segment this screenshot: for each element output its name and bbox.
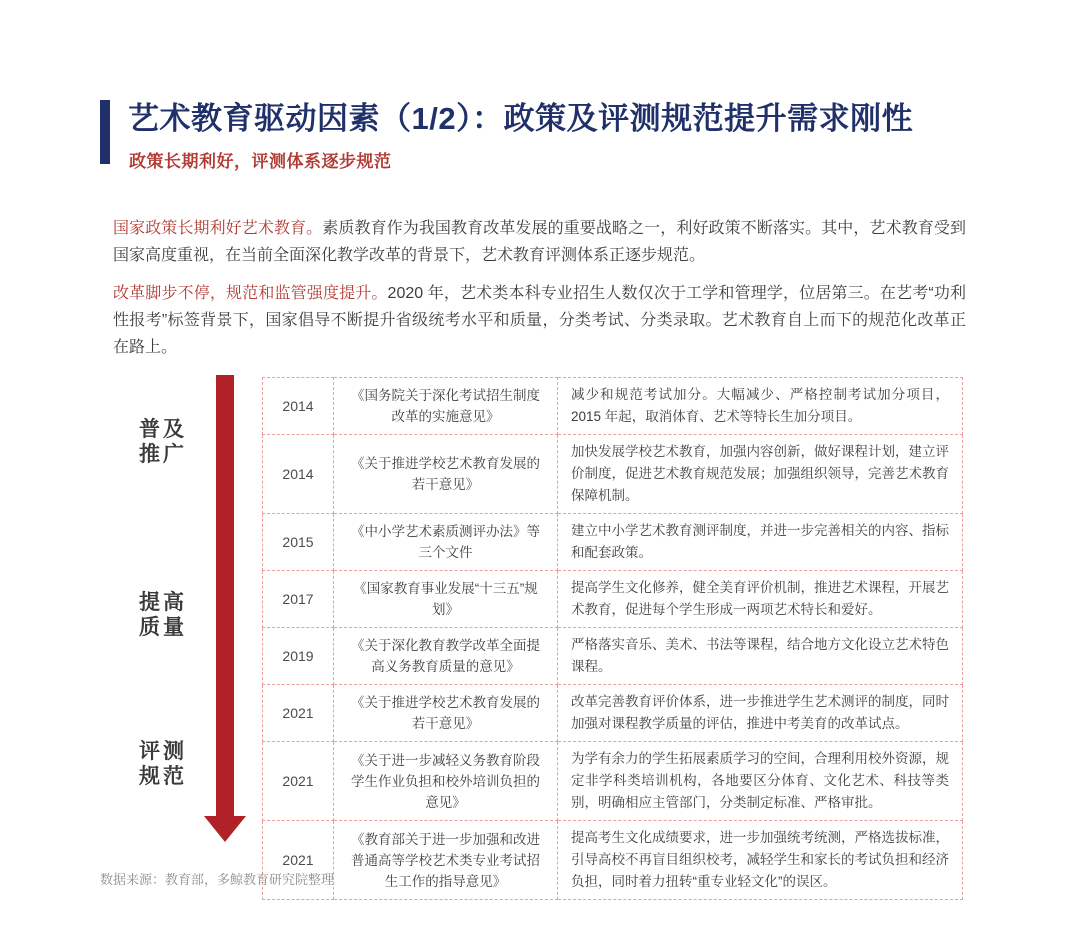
- policy-year: 2019: [263, 628, 334, 685]
- stage-label-line: 质量: [139, 616, 187, 639]
- policy-detail: 建立中小学艺术教育测评制度，并进一步完善相关的内容、指标和配套政策。: [558, 514, 963, 571]
- stage-label-line: 提高: [139, 591, 187, 614]
- policy-year: 2021: [263, 685, 334, 742]
- policy-title: 《关于推进学校艺术教育发展的若干意见》: [334, 435, 558, 514]
- policy-title: 《教育部关于进一步加强和改进普通高等学校艺术类专业考试招生工作的指导意见》: [334, 821, 558, 900]
- paragraph-policy-benefit: [113, 215, 966, 269]
- stage-label-popularize: [130, 417, 196, 467]
- paragraph-reform: [113, 280, 966, 361]
- table-row: [263, 571, 963, 628]
- paragraph-body: 素质教育作为我国教育改革发展的重要战略之一，利好政策不断落实。其中，艺术教育受到国家高度重视，在当前全面深化教学改革的背景下，艺术教育评测体系正逐步规范。: [113, 220, 966, 264]
- policy-year: 2021: [263, 821, 334, 900]
- timeline-table-body: [263, 378, 963, 900]
- page-title: 艺术教育驱动因素（1/2）：政策及评测规范提升需求刚性: [128, 101, 914, 136]
- table-row: [263, 742, 963, 821]
- table-row: [263, 514, 963, 571]
- paragraph-body: 2020 年，艺术类本科专业招生人数仅次于工学和管理学，位居第三。在艺考“功利性报考”标签背景下，国家倡导不断提升省级统考水平和质量，分类考试、分类录取。艺术教育自上而下的规范化改革正在路上。: [113, 285, 966, 356]
- timeline-arrow-head-icon: [204, 816, 246, 842]
- policy-title: 《关于进一步减轻义务教育阶段学生作业负担和校外培训负担的意见》: [334, 742, 558, 821]
- policy-detail: 提高学生文化修养，健全美育评价机制，推进艺术课程，开展艺术教育，促进每个学生形成一两项艺术特长和爱好。: [558, 571, 963, 628]
- policy-year: 2014: [263, 435, 334, 514]
- table-row: [263, 821, 963, 900]
- policy-title: 《国家教育事业发展“十三五”规划》: [334, 571, 558, 628]
- policy-detail: 严格落实音乐、美术、书法等课程，结合地方文化设立艺术特色课程。: [558, 628, 963, 685]
- policy-year: 2017: [263, 571, 334, 628]
- policy-detail: 加快发展学校艺术教育，加强内容创新，做好课程计划，建立评价制度，促进艺术教育规范发展；加强组织领导，完善艺术教育保障机制。: [558, 435, 963, 514]
- policy-detail: 提高考生文化成绩要求，进一步加强统考统测，严格选拔标准，引导高校不再盲目组织校考，减轻学生和家长的考试负担和经济负担，同时着力扭转“重专业轻文化”的误区。: [558, 821, 963, 900]
- paragraph-lead: 改革脚步不停，规范和监管强度提升。: [113, 285, 388, 302]
- stage-label-evaluation: [130, 739, 196, 789]
- policy-title: 《关于推进学校艺术教育发展的若干意见》: [334, 685, 558, 742]
- stage-label-line: 评测: [139, 740, 187, 763]
- policy-detail: 为学有余力的学生拓展素质学习的空间，合理利用校外资源，规定非学科类培训机构，各地要区分体育、文化艺术、科技等类别，明确相应主管部门，分类制定标准、严格审批。: [558, 742, 963, 821]
- stage-label-line: 推广: [139, 443, 187, 466]
- stage-label-quality: [130, 590, 196, 640]
- stage-label-line: 规范: [139, 765, 187, 788]
- page-subtitle: 政策长期利好，评测体系逐步规范: [129, 152, 392, 171]
- table-row: [263, 685, 963, 742]
- source-note: 数据来源：教育部，多鲸教育研究院整理: [100, 872, 335, 887]
- policy-year: 2014: [263, 378, 334, 435]
- policy-year: 2021: [263, 742, 334, 821]
- policy-year: 2015: [263, 514, 334, 571]
- policy-title: 《国务院关于深化考试招生制度改革的实施意见》: [334, 378, 558, 435]
- policy-timeline-table: [262, 377, 963, 900]
- table-row: [263, 628, 963, 685]
- table-row: [263, 378, 963, 435]
- paragraph-lead: 国家政策长期利好艺术教育。: [113, 220, 323, 237]
- policy-detail: 改革完善教育评价体系，进一步推进学生艺术测评的制度，同时加强对课程教学质量的评估，推进中考美育的改革试点。: [558, 685, 963, 742]
- policy-detail: 减少和规范考试加分。大幅减少、严格控制考试加分项目，2015 年起，取消体育、艺术等特长生加分项目。: [558, 378, 963, 435]
- table-row: [263, 435, 963, 514]
- intro-paragraphs: [113, 215, 966, 372]
- stage-label-line: 普及: [139, 418, 187, 441]
- title-accent-bar: [100, 100, 110, 164]
- policy-title: 《中小学艺术素质测评办法》等三个文件: [334, 514, 558, 571]
- timeline-arrow-shaft: [216, 375, 234, 817]
- policy-title: 《关于深化教育教学改革全面提高义务教育质量的意见》: [334, 628, 558, 685]
